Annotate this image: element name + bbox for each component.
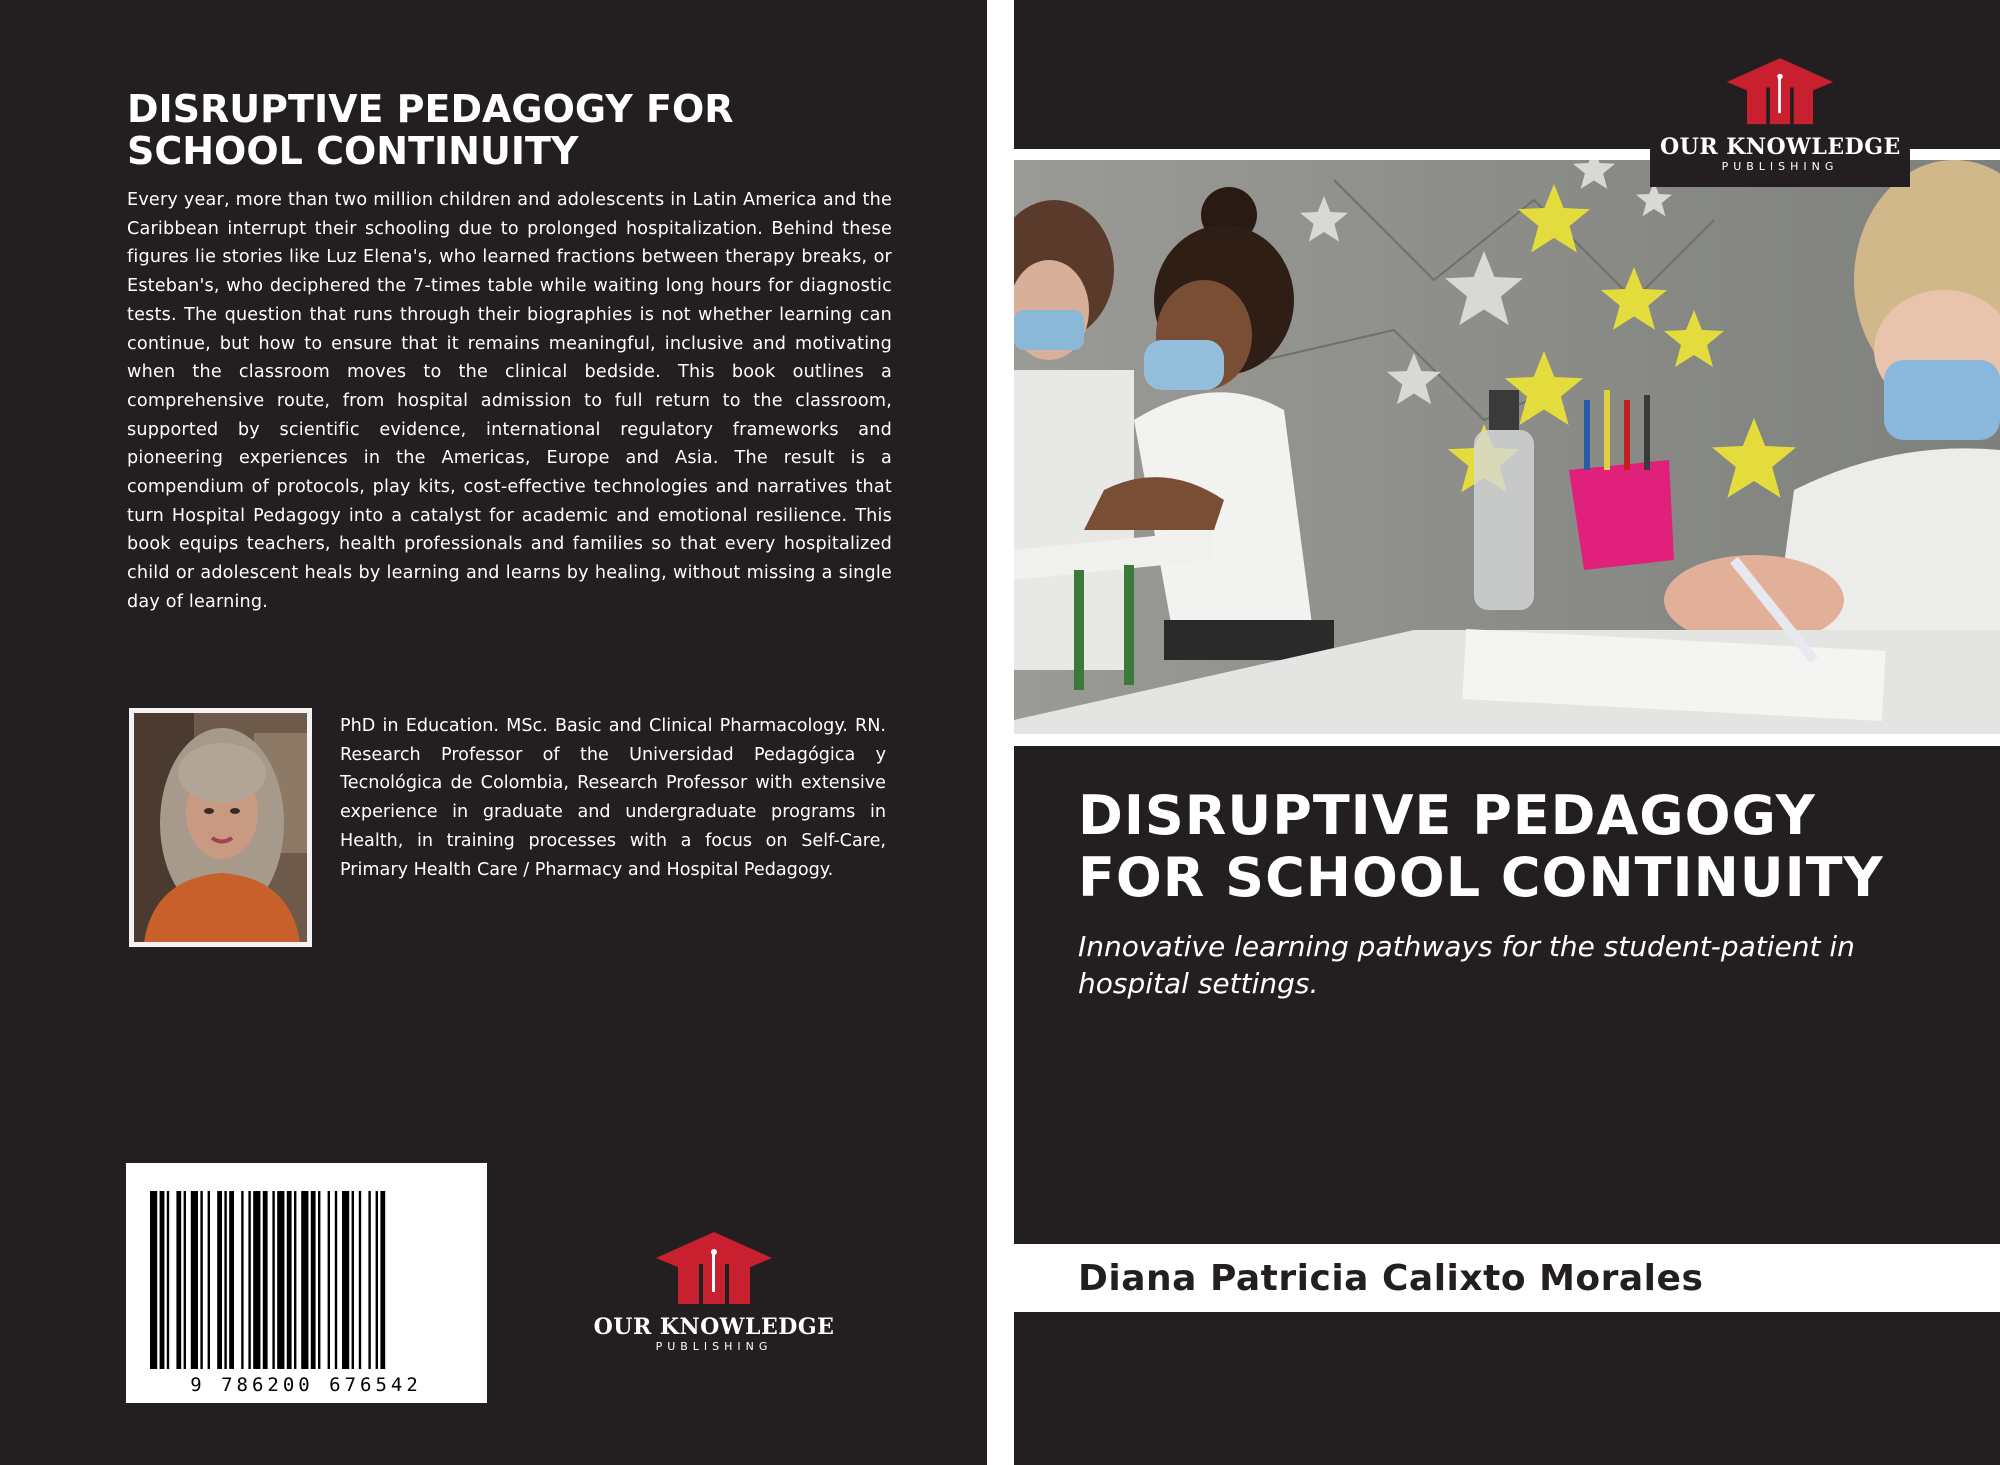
cover-photo (1014, 160, 2000, 734)
barcode-bar (253, 1191, 260, 1369)
barcode-bar (342, 1191, 349, 1369)
back-cover-title (127, 88, 847, 172)
front-cover-author: Diana Patricia Calixto Morales (1078, 1258, 1704, 1299)
barcode-bar (376, 1191, 378, 1369)
front-mid-stripe (1014, 734, 2000, 746)
barcode-bar (287, 1191, 292, 1369)
graduation-cap-icon (654, 1230, 774, 1310)
barcode-bar (208, 1191, 210, 1369)
barcode-bar (318, 1191, 320, 1369)
barcode-bar (241, 1191, 243, 1369)
barcode-bar (160, 1191, 165, 1369)
barcode-bar (229, 1191, 234, 1369)
barcode-bar (294, 1191, 296, 1369)
barcode-bar (301, 1191, 308, 1369)
barcode-bar (335, 1191, 337, 1369)
publisher-name: OUR KNOWLEDGE (593, 1314, 835, 1340)
barcode-bar (277, 1191, 284, 1369)
back-title-line-1: DISRUPTIVE PEDAGOGY FOR (127, 87, 734, 131)
front-publisher-logo (1660, 56, 1900, 173)
barcode-bars (126, 1163, 487, 1403)
front-bottom-band (1014, 1312, 2000, 1465)
publisher-sub: PUBLISHING (655, 1340, 773, 1353)
barcode-bar (263, 1191, 268, 1369)
front-cover-title (1078, 785, 1978, 909)
barcode-bar (150, 1191, 157, 1369)
back-cover-blurb: Every year, more than two million children and adolescents in Latin America and the Caribbean interrupt their schooling due to prolonged hospitalization. Behind these figures lie stories like Luz Elena's, who learned fractions between therapy breaks, or Esteban's, who deciphered the 7-times table while waiting long hours for diagnostic tests. The question that runs through their biographies is not whether learning can continue, but how to ensure that it remains meaningful, inclusive and motivating when the classroom moves to the clinical bedside. This book outlines a comprehensive route, from hospital admission to full return to the classroom, supported by scientific evidence, international regulatory frameworks and pioneering experiences in the Americas, Europe and Asia. The result is a compendium of protocols, play kits, cost-effective technologies and narratives that turn Hospital Pedagogy into a catalyst for academic and emotional resilience. This book equips teachers, health professionals and families so that every hospitalized child or adolescent heals by learning and learns by healing, without missing a single day of learning. (127, 190, 892, 612)
barcode-bar (368, 1191, 370, 1369)
barcode-bar (352, 1191, 354, 1369)
barcode-bar (217, 1191, 222, 1369)
barcode-bar (328, 1191, 330, 1369)
barcode-bar (311, 1191, 316, 1369)
barcode-bar (176, 1191, 181, 1369)
isbn-barcode (126, 1163, 487, 1403)
front-title-line-1: DISRUPTIVE PEDAGOGY (1078, 784, 1816, 847)
back-cover (0, 0, 987, 1465)
barcode-bar (248, 1191, 250, 1369)
isbn-digits: 9 786200 676542 (190, 1374, 422, 1396)
front-cover-subtitle: Innovative learning pathways for the student-patient in hospital settings. (1078, 930, 1855, 1000)
author-portrait-image (134, 713, 307, 942)
barcode-bar (184, 1191, 186, 1369)
barcode-bar (224, 1191, 226, 1369)
back-publisher-logo (590, 1230, 838, 1353)
back-title-line-2: SCHOOL CONTINUITY (127, 129, 579, 173)
spine-gap (987, 0, 1014, 1465)
author-photo (129, 708, 312, 947)
publisher-sub: PUBLISHING (1721, 160, 1839, 173)
author-bio: PhD in Education. MSc. Basic and Clinical Pharmacology. RN. Research Professor of the Universidad Pedagógica y Tecnológica de Colombia, Research Professor with extensive experience in graduate and undergraduate programs in Health, in training processes with a focus on Self-Care, Primary Health Care / Pharmacy and Hospital Pedagogy. (340, 716, 886, 880)
barcode-bar (359, 1191, 361, 1369)
barcode-bar (200, 1191, 202, 1369)
barcode-bar (191, 1191, 198, 1369)
barcode-bar (380, 1191, 385, 1369)
front-title-line-2: FOR SCHOOL CONTINUITY (1078, 846, 1884, 909)
barcode-bar (167, 1191, 169, 1369)
graduation-cap-icon (1725, 56, 1835, 130)
classroom-photo-image (1014, 160, 2000, 734)
publisher-name: OUR KNOWLEDGE (1660, 134, 1901, 160)
barcode-bar (272, 1191, 274, 1369)
